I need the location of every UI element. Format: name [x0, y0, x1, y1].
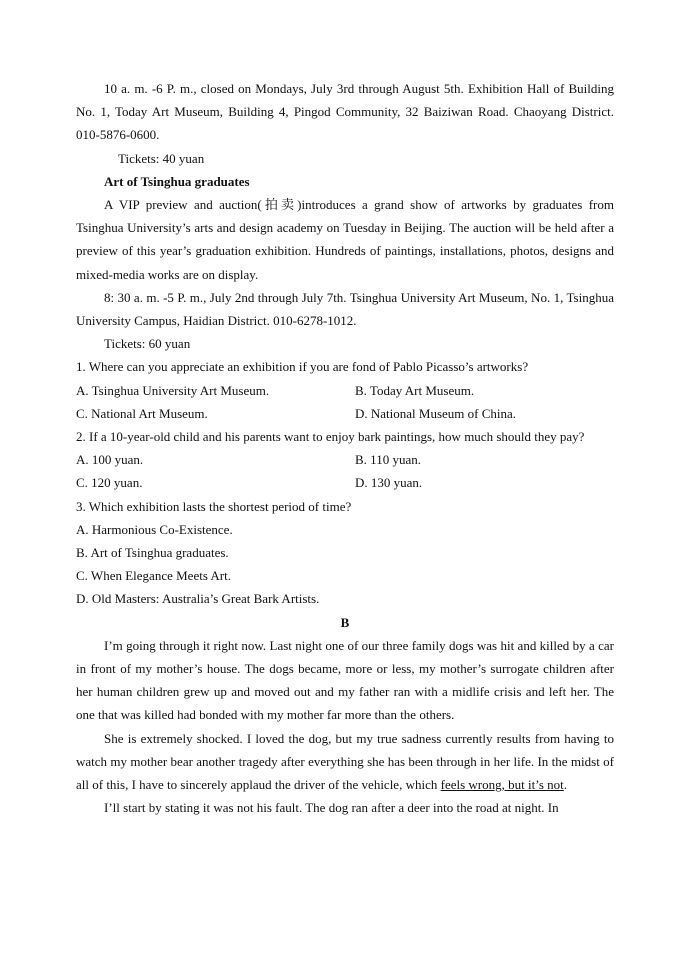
exhibition-3-tickets: Tickets: 40 yuan [118, 150, 205, 166]
exhibition-4-description: A VIP preview and auction(拍卖)introduces a grand show of artworks by graduates from Tsinghua University’s arts and design academy on Tuesday in Beijing. The auction will be held after a preview of this year’s graduation exhibition. Hundreds of paintings, installations, photos, designs and mixed-media works are on display. [76, 197, 614, 282]
q3-option-d[interactable]: D. Old Masters: Australia’s Great Bark Artists. [76, 591, 320, 607]
q1-option-a[interactable]: A. Tsinghua University Art Museum. [76, 382, 270, 398]
q1-option-c[interactable]: C. National Art Museum. [76, 405, 208, 421]
paragraph-2-main-text: She is extremely shocked. I loved the dog, but my true sadness currently results from having to watch my mother bear another tragedy after everything she has been through in her life. In the midst of all of this, I have to sincerely applaud the driver of the vehicle, which [76, 730, 614, 793]
q1-option-d[interactable]: D. National Museum of China. [355, 405, 517, 421]
passage-b-paragraph-2 [76, 727, 614, 797]
exhibition-4-info: 8: 30 a. m. -5 P. m., July 2nd through July 7th. Tsinghua University Art Museum, No. 1, Tsinghua University Campus, Haidian District. 010-6278-1012. [76, 289, 614, 329]
exhibition-4-tickets: Tickets: 60 yuan [104, 336, 191, 352]
q2-option-c[interactable]: C. 120 yuan. [76, 475, 143, 491]
question-1-stem: 1. Where can you appreciate an exhibition if you are fond of Pablo Picasso’s artworks? [76, 359, 529, 375]
q2-option-b[interactable]: B. 110 yuan. [355, 452, 421, 468]
question-1-options-row-1 [76, 379, 614, 402]
exhibition-4-title: Art of Tsinghua graduates [104, 173, 250, 189]
underlined-phrase: feels wrong, but it’s not [440, 777, 564, 793]
question-3-stem: 3. Which exhibition lasts the shortest period of time? [76, 498, 352, 514]
paragraph-2-end: . [563, 777, 567, 793]
q3-option-a[interactable]: A. Harmonious Co-Existence. [76, 521, 233, 537]
q3-option-b[interactable]: B. Art of Tsinghua graduates. [76, 545, 229, 561]
passage-b-paragraph-1: I’m going through it right now. Last night one of our three family dogs was hit and killed by a car in front of my mother’s house. The dogs became, more or less, my mother’s surrogate children after her human children grew up and moved out and my father ran with a midlife crisis and left her. The one that was killed had bonded with my mother far more than the others. [76, 637, 614, 723]
section-b-heading: B [340, 614, 350, 630]
question-2-stem: 2. If a 10-year-old child and his parents want to enjoy bark paintings, how much should they pay? [76, 429, 585, 445]
question-2-options-row-1 [76, 448, 614, 471]
document-page [76, 77, 614, 820]
question-2-options-row-2 [76, 471, 614, 494]
q3-option-c[interactable]: C. When Elegance Meets Art. [76, 568, 231, 584]
passage-b-paragraph-3: I’ll start by stating it was not his fault. The dog ran after a deer into the road at night. In [104, 800, 559, 816]
exhibition-3-info: 10 a. m. -6 P. m., closed on Mondays, July 3rd through August 5th. Exhibition Hall of Building No. 1, Today Art Museum, Building 4, Pingod Community, 32 Baiziwan Road. Chaoyang District. 010-5876-0600. [76, 81, 614, 143]
q1-option-b[interactable]: B. Today Art Museum. [355, 382, 475, 398]
q2-option-a[interactable]: A. 100 yuan. [76, 452, 144, 468]
question-1-options-row-2 [76, 402, 614, 425]
q2-option-d[interactable]: D. 130 yuan. [355, 475, 423, 491]
